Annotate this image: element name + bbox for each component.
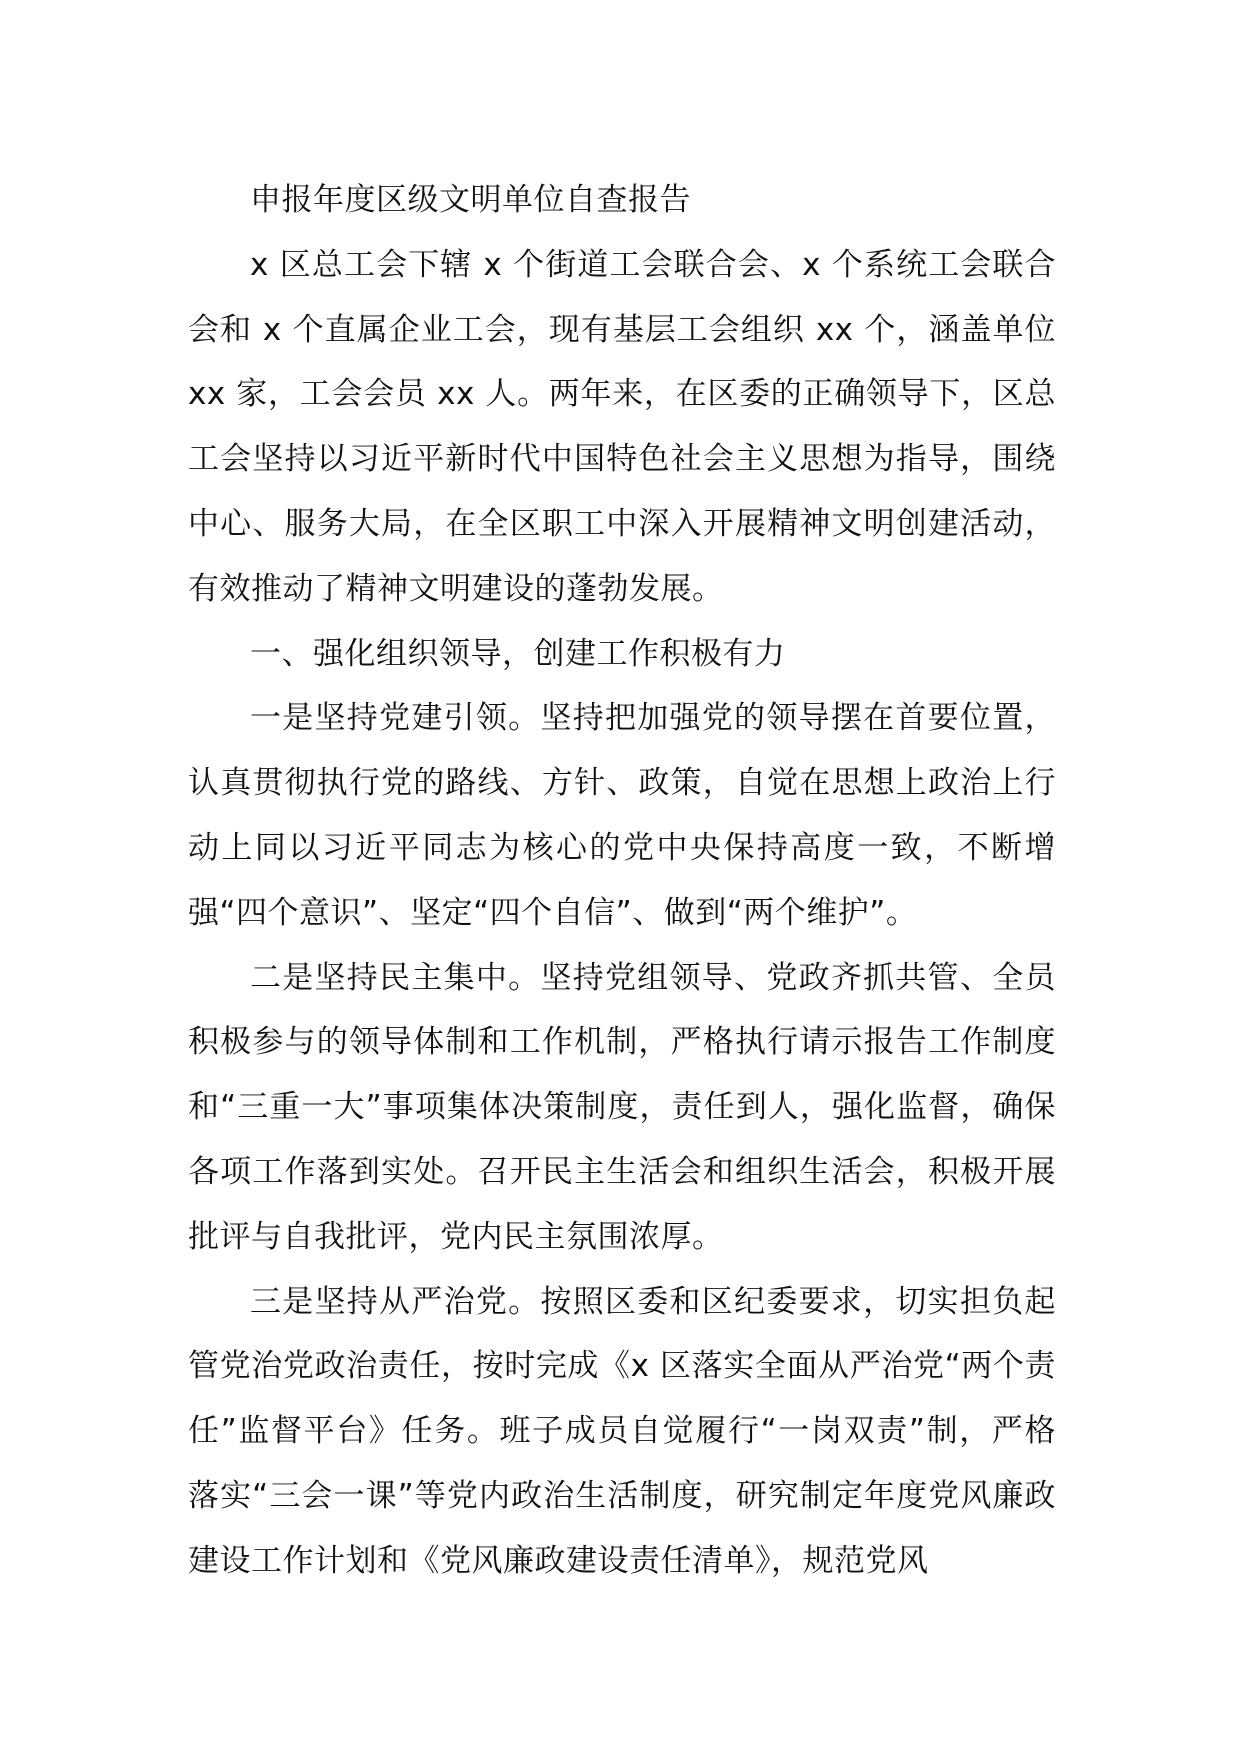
paragraph-intro: x 区总工会下辖 x 个街道工会联合会、x 个系统工会联合会和 x 个直属企业工会，现有基层工会组织 xx 个，涵盖单位 xx 家，工会会员 xx 人。两年来，在区委的正确领导下，区总工会坚持以习近平新时代中国特色社会主义思想为指导，围绕中心、服务大局，在全区职工中深入开展精神文明创建活动，有效推动了精神文明建设的蓬勃发展。 xyxy=(188,246,1056,607)
paragraph-party-leadership: 一是坚持党建引领。坚持把加强党的领导摆在首要位置，认真贯彻执行党的路线、方针、政策，自觉在思想上政治上行动上同以习近平同志为核心的党中央保持高度一致，不断增强“四个意识”、坚定“四个自信”、做到“两个维护”。 xyxy=(188,700,1056,931)
document-body xyxy=(188,168,1056,1594)
section-heading-1: 一、强化组织领导，创建工作积极有力 xyxy=(250,635,786,672)
document-title: 申报年度区级文明单位自查报告 xyxy=(250,182,691,218)
paragraph-democratic-centralism: 二是坚持民主集中。坚持党组领导、党政齐抓共管、全员积极参与的领导体制和工作机制，严格执行请示报告工作制度和“三重一大”事项集体决策制度，责任到人，强化监督，确保各项工作落到实处。召开民主生活会和组织生活会，积极开展批评与自我批评，党内民主氛围浓厚。 xyxy=(188,959,1056,1255)
paragraph-strict-governance: 三是坚持从严治党。按照区委和区纪委要求，切实担负起管党治党政治责任，按时完成《x 区落实全面从严治党“两个责任”监督平台》任务。班子成员自觉履行“一岗双责”制，严格落实“三会一课”等党内政治生活制度，研究制定年度党风廉政建设工作计划和《党风廉政建设责任清单》，规范党风 xyxy=(188,1283,1056,1579)
